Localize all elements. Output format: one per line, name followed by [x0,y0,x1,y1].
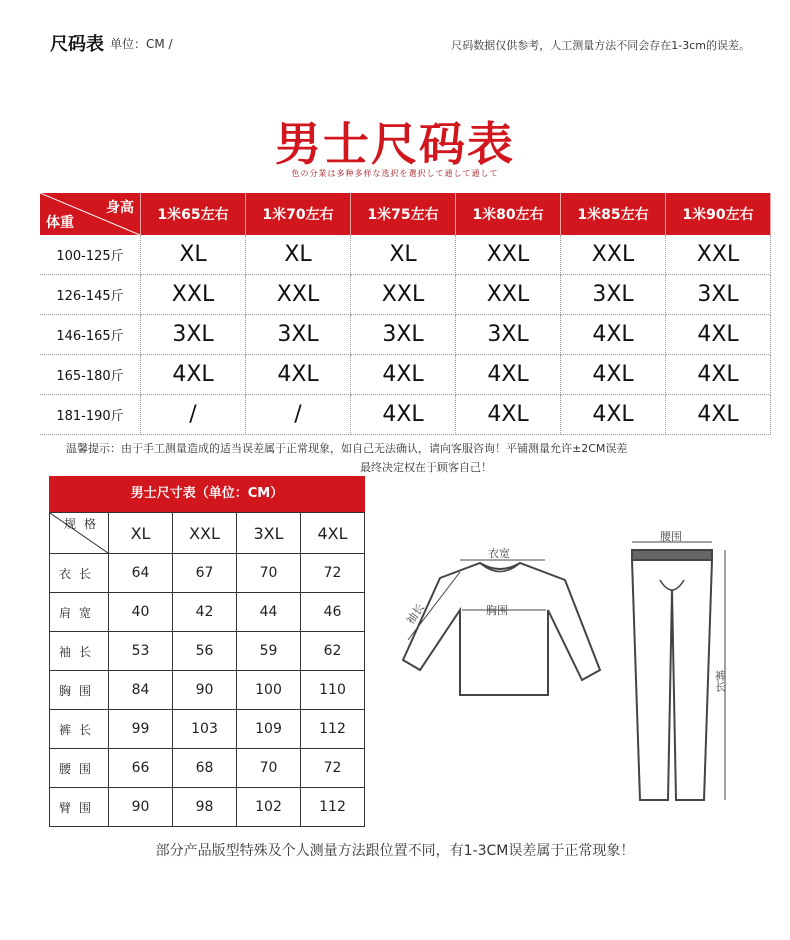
weight-cell: 126-145斤 [40,275,141,315]
size-table [40,193,771,435]
height-column-header: 1米75左右 [351,193,456,235]
spec-label: 规格 [63,517,104,531]
dim-table [49,512,365,827]
measurement-value: 56 [173,632,237,671]
table-row [40,355,771,395]
pants-length-label: 裤长 [713,670,727,692]
size-cell: XL [351,235,456,275]
hint-line-1: 温馨提示：由于手工测量造成的适当误差属于正常现象，如自己无法确认，请向客服咨询！平铺测量允许±2CM误差 [66,442,628,455]
measurement-value: 99 [109,710,173,749]
size-column-header: 4XL [301,513,365,554]
table-row [50,749,365,788]
measurement-value: 112 [301,788,365,827]
size-cell: XXL [561,235,666,275]
measurement-value: 67 [173,554,237,593]
size-cell: 4XL [666,395,771,435]
size-cell: 3XL [456,315,561,355]
chest-label: 胸围 [486,604,508,617]
size-cell: 4XL [351,395,456,435]
measurement-label: 臂围 [50,788,109,827]
table-row [40,235,771,275]
measurement-value: 40 [109,593,173,632]
measurement-value: 84 [109,671,173,710]
measurement-value: 64 [109,554,173,593]
size-cell: / [246,395,351,435]
measurement-label: 裤长 [50,710,109,749]
measurement-label: 胸围 [50,671,109,710]
measurement-value: 70 [237,554,301,593]
size-cell: 4XL [561,315,666,355]
table-row [50,788,365,827]
measurement-value: 102 [237,788,301,827]
size-column-header: XXL [173,513,237,554]
measurement-label: 袖长 [50,632,109,671]
measurement-value: 110 [301,671,365,710]
measurement-label: 肩宽 [50,593,109,632]
weight-cell: 146-165斤 [40,315,141,355]
size-cell: XXL [456,275,561,315]
footer-note: 部分产品版型特殊及个人测量方法跟位置不同，有1-3CM误差属于正常现象！ [155,843,635,859]
measurement-value: 59 [237,632,301,671]
size-cell: XXL [666,235,771,275]
main-title: 男士尺码表 [275,117,515,171]
measurement-value: 70 [237,749,301,788]
shirt-diagram [403,560,600,695]
garment-diagrams [370,520,770,820]
measurement-value: 42 [173,593,237,632]
size-cell: 3XL [141,315,246,355]
size-table-corner [40,193,141,235]
table-row [50,671,365,710]
pants-diagram [632,542,725,800]
sleeve-label: 袖长 [403,601,428,627]
weight-label: 体重 [46,215,74,231]
measurement-value: 44 [237,593,301,632]
size-cell: 4XL [456,355,561,395]
measurement-value: 68 [173,749,237,788]
unit-label: 单位：CM / [110,37,173,51]
measurement-value: 66 [109,749,173,788]
size-cell: 4XL [666,355,771,395]
waist-label: 腰围 [660,530,682,543]
size-cell: 4XL [561,355,666,395]
measurement-value: 109 [237,710,301,749]
size-cell: XL [141,235,246,275]
main-subtitle: 色の分業は多种多样な选択を選択して通して通して [291,169,499,178]
size-cell: 3XL [246,315,351,355]
dim-table-title: 男士尺寸表（单位：CM） [49,476,365,512]
height-column-header: 1米65左右 [141,193,246,235]
measurement-value: 112 [301,710,365,749]
size-cell: 3XL [561,275,666,315]
height-column-header: 1米85左右 [561,193,666,235]
measurement-value: 103 [173,710,237,749]
measurement-value: 90 [109,788,173,827]
size-cell: XXL [351,275,456,315]
table-row [40,395,771,435]
size-cell: 4XL [561,395,666,435]
measurement-value: 72 [301,554,365,593]
size-cell: / [141,395,246,435]
height-column-header: 1米80左右 [456,193,561,235]
size-cell: 4XL [246,355,351,395]
measurement-value: 53 [109,632,173,671]
hint-line-2: 最终决定权在于顾客自己！ [360,461,492,474]
weight-cell: 100-125斤 [40,235,141,275]
height-column-header: 1米70左右 [246,193,351,235]
table-row [50,554,365,593]
size-cell: XXL [456,235,561,275]
height-column-header: 1米90左右 [666,193,771,235]
size-cell: XXL [141,275,246,315]
size-cell: XXL [246,275,351,315]
measurement-value: 62 [301,632,365,671]
measurement-value: 98 [173,788,237,827]
header-note: 尺码数据仅供参考，人工测量方法不同会存在1-3cm的误差。 [451,39,750,52]
table-row [50,632,365,671]
size-cell: XL [246,235,351,275]
measurement-value: 72 [301,749,365,788]
height-label: 身高 [106,200,134,216]
measurement-value: 100 [237,671,301,710]
measurement-value: 46 [301,593,365,632]
page-title: 尺码表 [50,34,104,55]
size-column-header: XL [109,513,173,554]
table-row [50,593,365,632]
measurement-value: 90 [173,671,237,710]
measurement-label: 衣长 [50,554,109,593]
measurement-label: 腰围 [50,749,109,788]
weight-cell: 165-180斤 [40,355,141,395]
size-cell: 3XL [666,275,771,315]
shirt-width-label: 衣宽 [488,547,510,560]
size-cell: 4XL [351,355,456,395]
table-row [50,710,365,749]
size-table-header [40,193,771,235]
dim-table-header [50,513,365,554]
size-column-header: 3XL [237,513,301,554]
dim-table-corner [50,513,109,554]
size-cell: 4XL [456,395,561,435]
table-row [40,315,771,355]
weight-cell: 181-190斤 [40,395,141,435]
size-cell: 3XL [351,315,456,355]
size-cell: 4XL [141,355,246,395]
size-cell: 4XL [666,315,771,355]
table-row [40,275,771,315]
